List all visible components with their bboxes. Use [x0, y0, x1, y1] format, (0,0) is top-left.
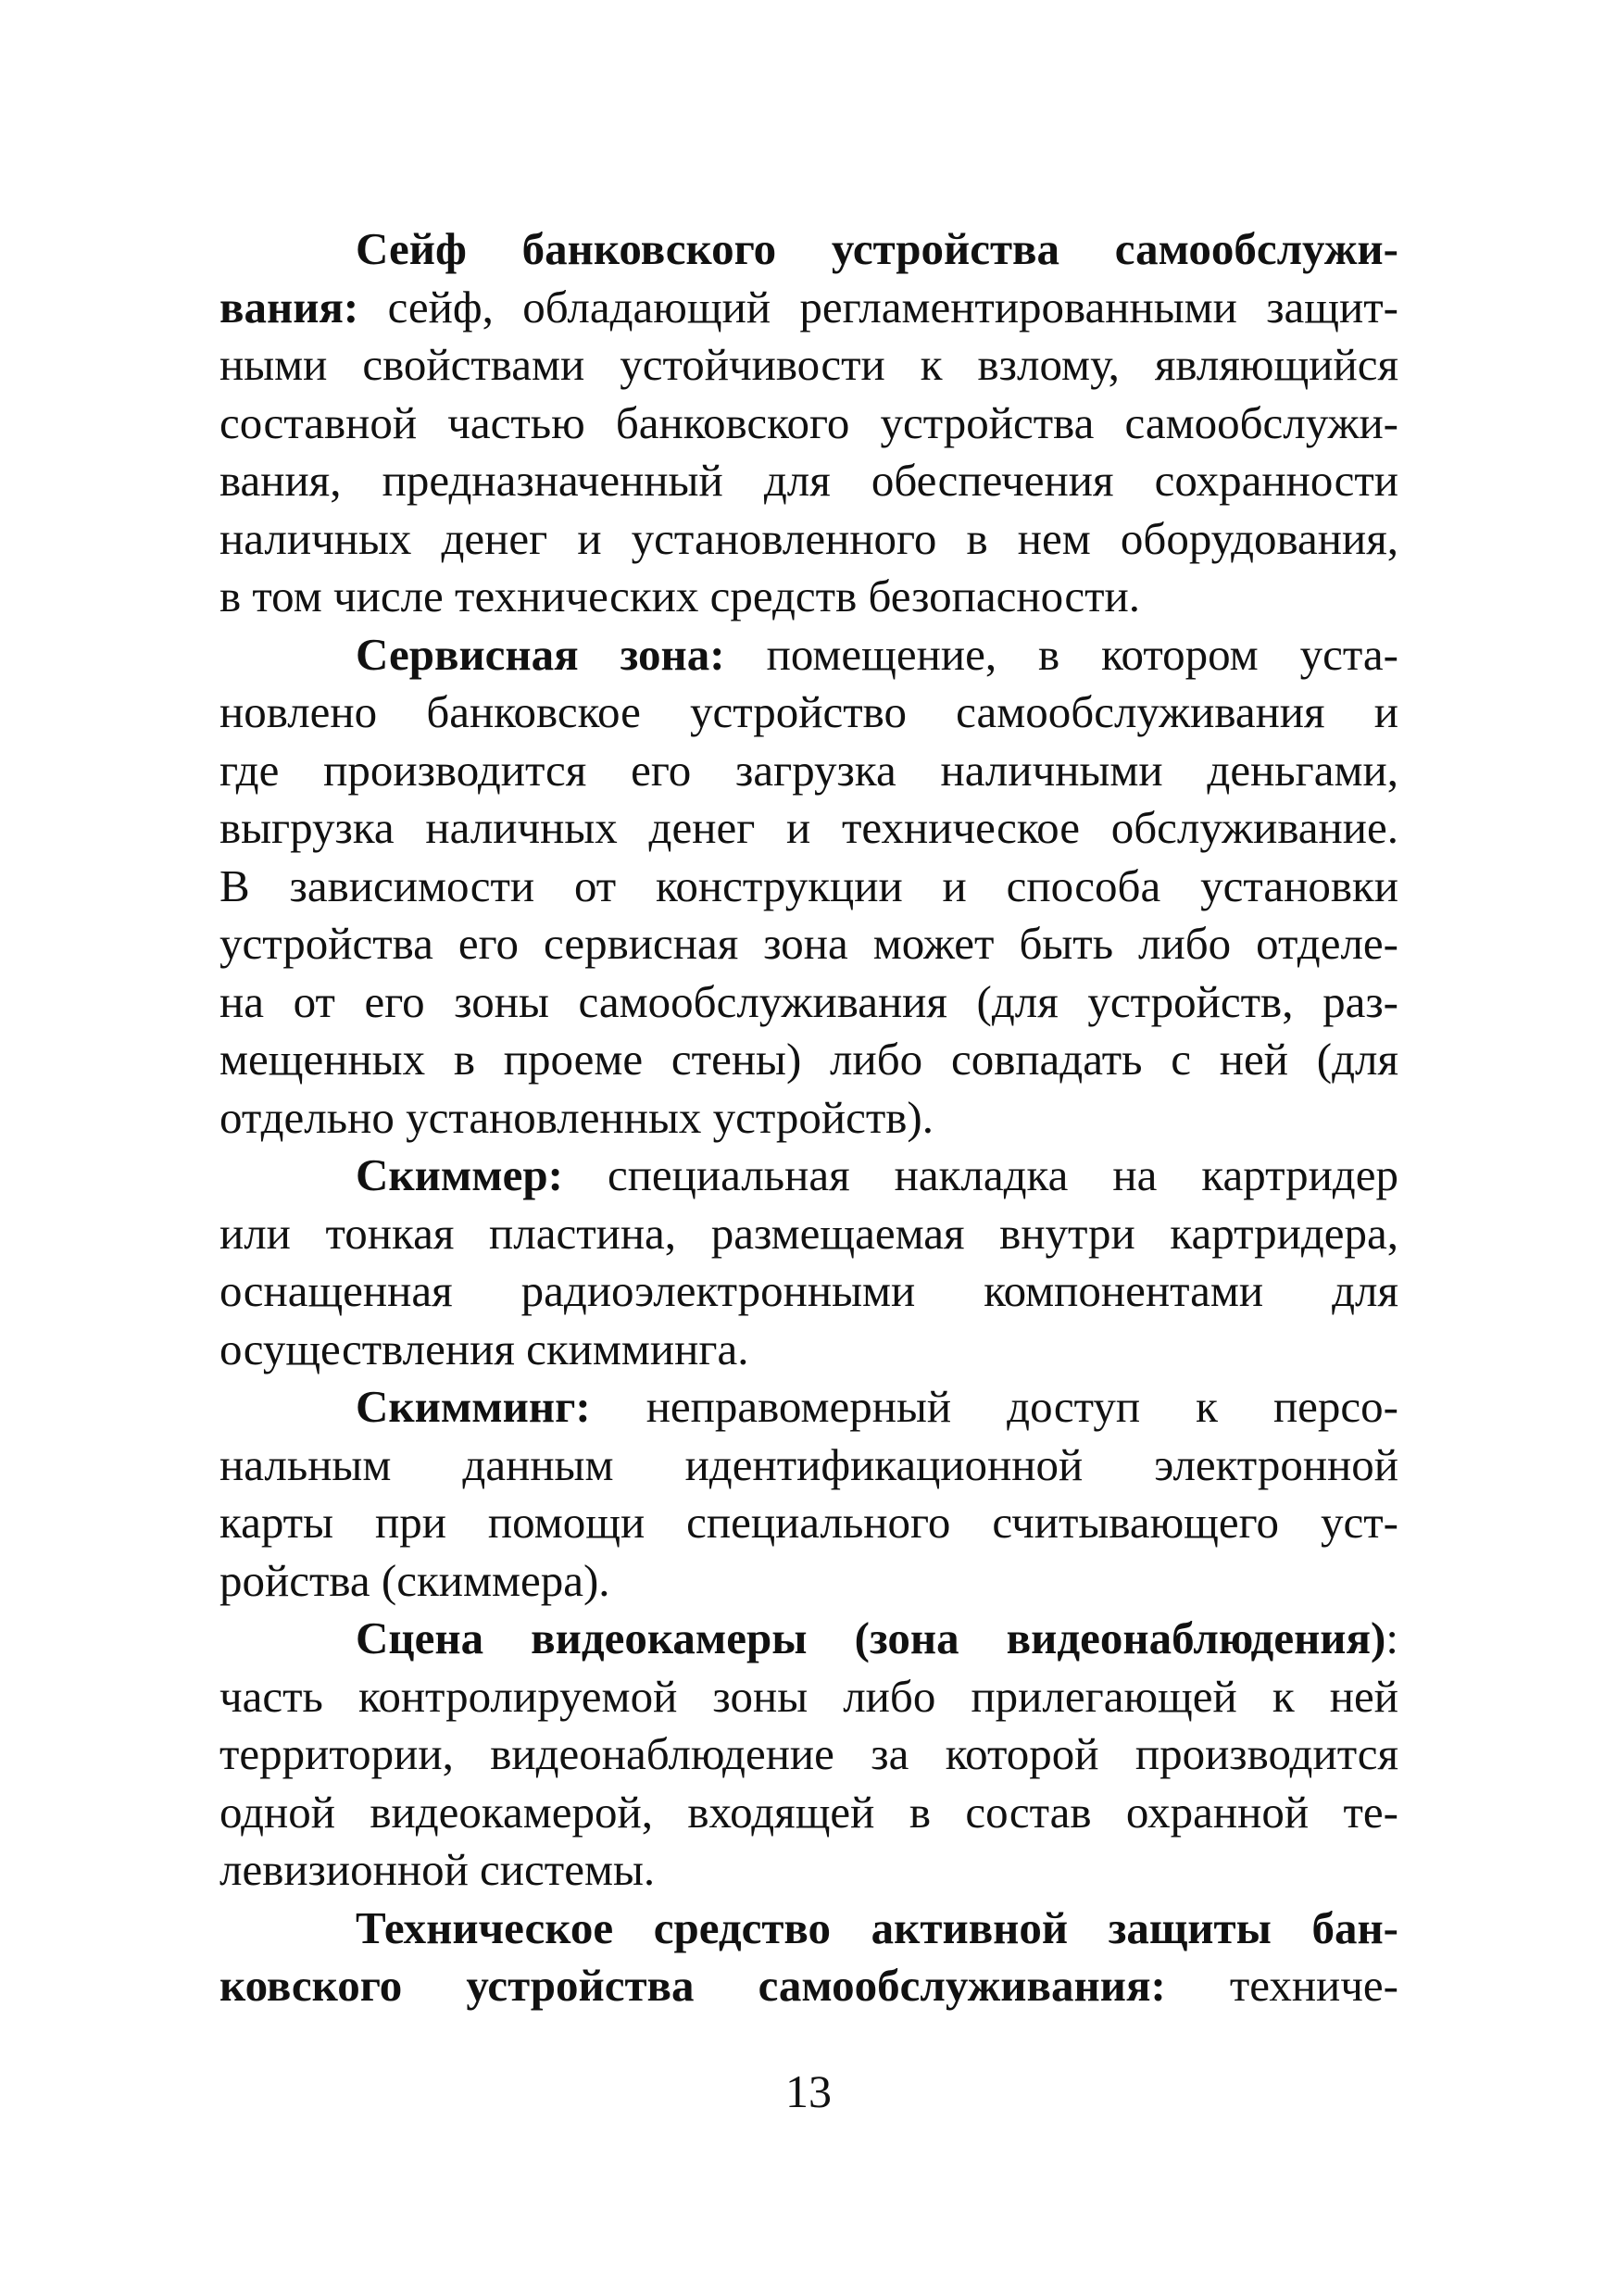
term: Сейф банковского устройства самообслужи- — [356, 223, 1398, 274]
text-line: ковского устройства самообслуживания: техниче- — [219, 1960, 1398, 2011]
text-line: карты при помощи специального считывающего уст- — [219, 1497, 1398, 1548]
text-line: ройства (скиммера). — [219, 1554, 610, 1606]
body-text — [219, 220, 1398, 2015]
paragraph — [219, 220, 1398, 626]
page-number: 13 — [785, 2065, 832, 2117]
text-line — [219, 220, 1398, 279]
text-line: в том числе технических средств безопасности. — [219, 571, 1140, 621]
text-line: одной видеокамерой, входящей в состав охранной те- — [219, 1786, 1398, 1838]
paragraph — [219, 626, 1398, 1148]
text-line: Скиммер: специальная накладка на картридер — [356, 1149, 1398, 1200]
text-line: ными свойствами устойчивости к взлому, являющийся — [219, 339, 1398, 390]
text-line: выгрузка наличных денег и техническое обслуживание. — [219, 802, 1398, 853]
term: Сервисная зона: — [356, 628, 725, 680]
text-line: наличных денег и установленного в нем оборудования, — [219, 512, 1398, 564]
term: Скиммер: — [356, 1149, 563, 1200]
paragraph — [219, 1900, 1398, 2015]
text-line: устройства его сервисная зона может быть либо отделе- — [219, 918, 1398, 969]
paragraph — [219, 1378, 1398, 1610]
term: ковского устройства самообслуживания: — [219, 1960, 1166, 2011]
paragraph — [219, 1147, 1398, 1378]
text-line: составной частью банковского устройства самообслужи- — [219, 396, 1398, 448]
term: Сцена видеокамеры (зона видеонаблюдения) — [356, 1612, 1386, 1663]
text-line: нальным данным идентификационной электронной — [219, 1438, 1398, 1490]
text-line: осуществления скимминга. — [219, 1323, 749, 1374]
text-line: Сервисная зона: помещение, в котором уста- — [356, 628, 1398, 680]
text-line: или тонкая пластина, размещаемая внутри картридера, — [219, 1207, 1398, 1259]
text-line: где производится его загрузка наличными деньгами, — [219, 744, 1398, 796]
text-line: вания, предназначенный для обеспечения сохранности — [219, 455, 1398, 506]
text-line: отдельно установленных устройств). — [219, 1091, 934, 1143]
text-line: на от его зоны самообслуживания (для устройств, раз- — [219, 975, 1398, 1027]
text-line: вания: сейф, обладающий регламентированными защит- — [219, 281, 1398, 332]
text-line: часть контролируемой зоны либо прилегающей к ней — [219, 1670, 1398, 1722]
term: вания: — [219, 281, 359, 332]
term: Техническое средство активной защиты бан- — [356, 1901, 1398, 1953]
text-line: В зависимости от конструкции и способа установки — [219, 859, 1398, 911]
text-line — [219, 1900, 1398, 1958]
paragraph — [219, 1610, 1398, 1900]
text-line: мещенных в проеме стены) либо совпадать с ней (для — [219, 1034, 1398, 1085]
text-line: новлено банковское устройство самообслуживания и — [219, 686, 1398, 737]
text-line: оснащенная радиоэлектронными компонентами для — [219, 1265, 1398, 1316]
text-line: Сцена видеокамеры (зона видеонаблюдения): — [356, 1612, 1398, 1663]
term: Скимминг: — [356, 1381, 591, 1432]
text-line: левизионной системы. — [219, 1844, 656, 1895]
text-line: Скимминг: неправомерный доступ к персо- — [356, 1381, 1398, 1432]
text-line: территории, видеонаблюдение за которой производится — [219, 1728, 1398, 1779]
